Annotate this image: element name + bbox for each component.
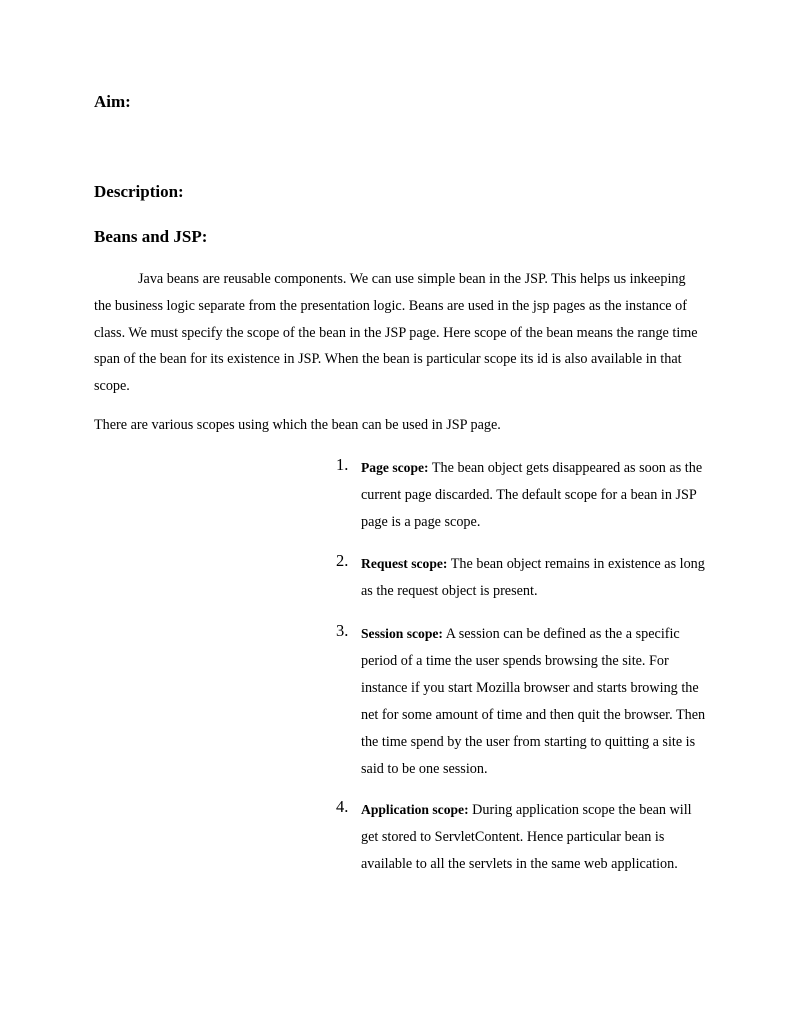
scope-description: The bean object remains in existence as long as the request object is present. xyxy=(361,556,705,599)
list-item-body xyxy=(361,796,706,878)
scope-description: The bean object gets disappeared as soon as the current page discarded. The default scope for a bean in JSP page is a page scope. xyxy=(361,460,703,530)
list-item-number: 4. xyxy=(336,797,349,816)
list-item-number: 3. xyxy=(336,621,349,640)
scope-description: During application scope the bean will get stored to ServletContent. Hence particular bean is available to all the servlets in the same web application. xyxy=(361,802,692,872)
list-item-body xyxy=(361,454,706,536)
aim-heading: Aim: xyxy=(94,92,131,111)
description-heading: Description: xyxy=(94,182,184,201)
list-item-body xyxy=(361,620,706,783)
scope-term: Page scope: xyxy=(361,460,429,475)
list-item-body xyxy=(361,550,706,605)
scope-description: A session can be defined as the a specific period of a time the user spends browsing the site. For instance if you start Mozilla browser and starts browing the net for some amount of time and then quit the browser. Then the time spend by the user from starting to quitting a site is said to be one session. xyxy=(361,626,706,777)
list-item-number: 1. xyxy=(336,455,349,474)
scope-term: Request scope: xyxy=(361,556,448,571)
beans-and-jsp-heading: Beans and JSP: xyxy=(94,227,208,246)
list-item-number: 2. xyxy=(336,551,349,570)
various-scopes-paragraph: There are various scopes using which the bean can be used in JSP page. xyxy=(94,417,501,433)
scope-term: Session scope: xyxy=(361,626,443,641)
scope-term: Application scope: xyxy=(361,802,469,817)
intro-paragraph: Java beans are reusable components. We can use simple bean in the JSP. This helps us inkeeping the business logic separate from the presentation logic. Beans are used in the jsp pages as the instance of class. We must specify the scope of the bean in the JSP page. Here scope of the bean means the range time span of the bean for its existence in JSP. When the bean is particular scope its id is also available in that scope. xyxy=(94,271,698,395)
